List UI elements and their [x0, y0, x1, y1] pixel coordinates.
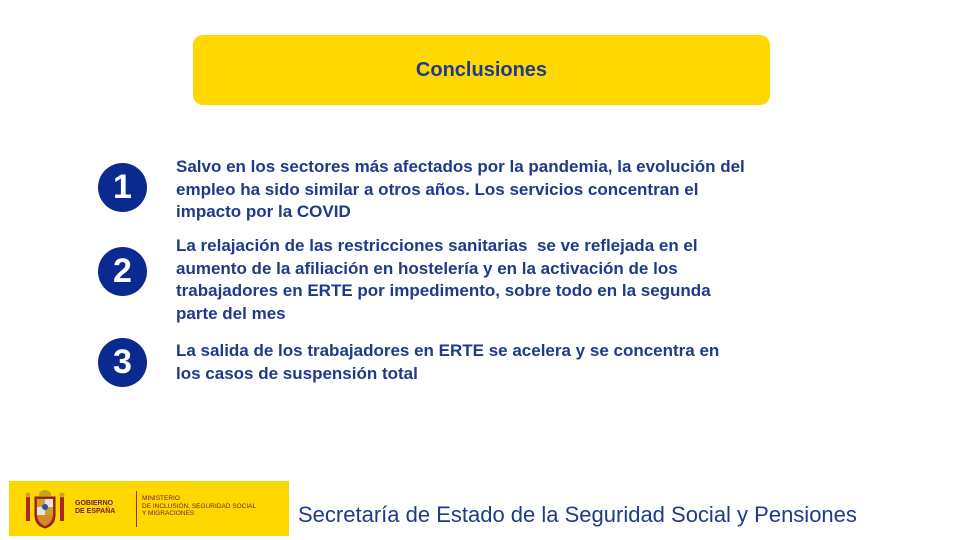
conclusion-3-line-1: La salida de los trabajadores en ERTE se acelera y se concentra en [176, 341, 720, 360]
coat-of-arms-icon [23, 487, 67, 531]
logo-divider [136, 491, 137, 527]
ministry-name: MINISTERIO DE INCLUSIÓN, SEGURIDAD SOCIAL Y MIGRACIONES [142, 495, 257, 517]
conclusion-1-line-2: empleo ha sido similar a otros años. Los servicios concentran el [176, 179, 699, 199]
conclusion-1-line-1: Salvo en los sectores más afectados por la pandemia, la evolución del [176, 157, 745, 176]
conclusion-2-line-3: trabajadores en ERTE por impedimento, sobre todo en la segunda [176, 281, 711, 300]
number-badge-2: 2 [98, 247, 147, 296]
government-logo [9, 481, 289, 536]
organization-name: Secretaría de Estado de la Seguridad Social y Pensiones [298, 502, 857, 527]
slide-title: Conclusiones [415, 58, 548, 81]
conclusion-1-line-3: impacto por la COVID [176, 202, 351, 221]
number-badge-1: 1 [98, 163, 147, 212]
conclusion-text-2 [176, 235, 826, 325]
number-badge-3: 3 [98, 338, 147, 387]
conclusion-2-line-2: aumento de la afiliación en hostelería y en la activación de los [176, 258, 678, 278]
conclusion-3-line-2: los casos de suspensión total [176, 363, 418, 383]
title-banner [193, 35, 770, 105]
conclusion-2-line-1: La relajación de las restricciones sanitarias se ve reflejada en el [176, 236, 698, 255]
conclusion-2-line-4: parte del mes [176, 303, 286, 323]
conclusion-text-1 [176, 156, 826, 224]
government-name: GOBIERNO DE ESPAÑA [75, 500, 116, 515]
conclusion-text-3 [176, 340, 826, 385]
